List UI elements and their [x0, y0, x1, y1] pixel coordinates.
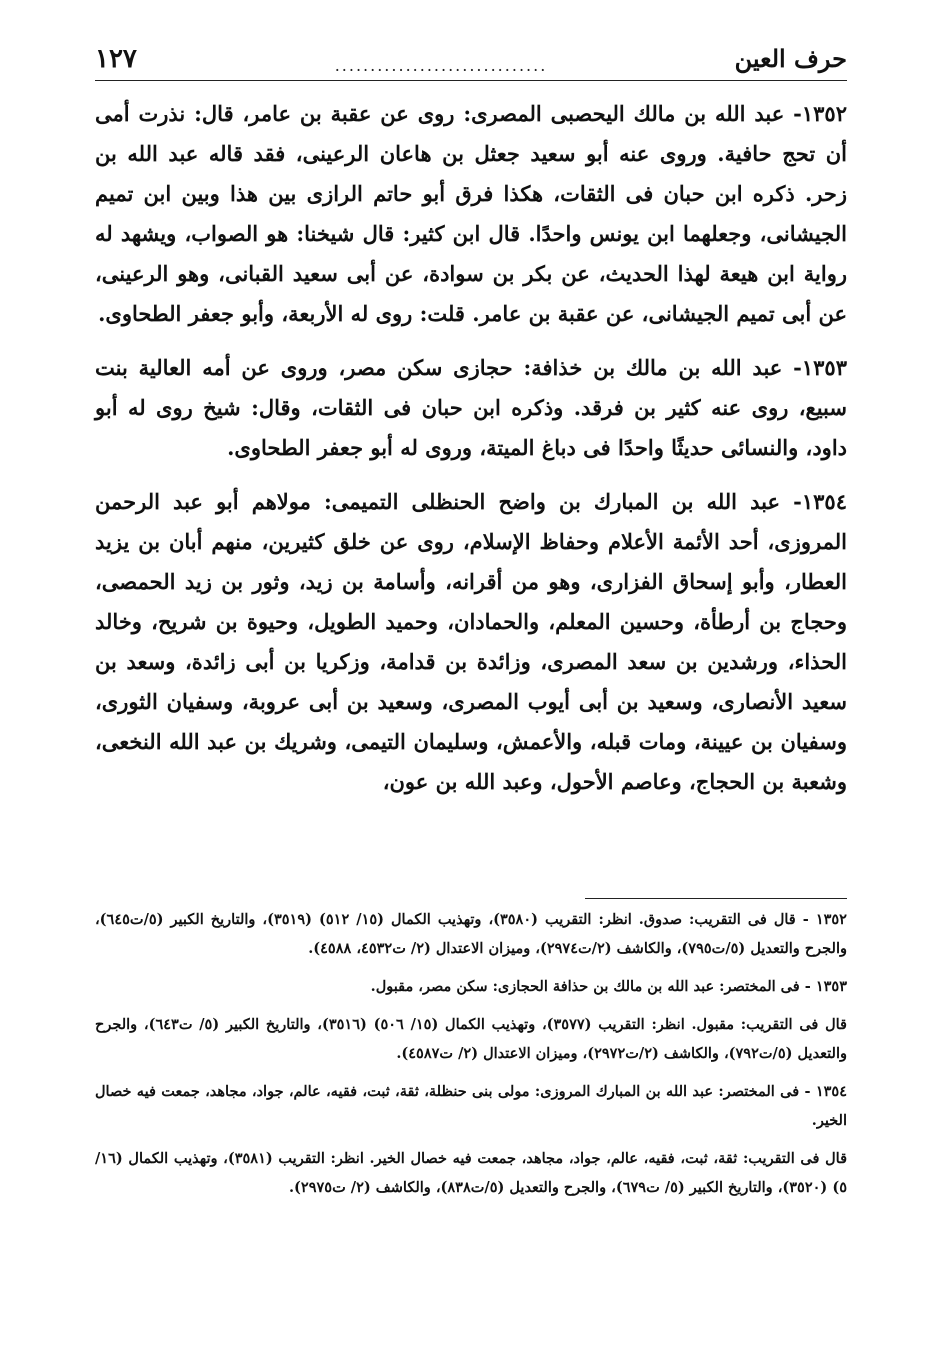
footnote-1353-taqrib — [95, 1010, 847, 1068]
footnote-1353 — [95, 972, 847, 1001]
leader-dots: .............................. — [334, 56, 548, 75]
footnote-text: قال فى التقريب: ثقة، ثبت، فقيه، عالم، جواد، مجاهد، جمعت فيه خصال الخير. انظر: التقريب (٣٥٨١)، وتهذيب الكمال (١٦/ ٥) (٣٥٢٠)، والتاريخ الكبير (٥/ ت٦٧٩)، والجرح والتعديل (٥/ت٨٣٨)، والكاشف (٢/ ت٢٩٧٥). — [95, 1150, 847, 1196]
entry-text: عبد الله بن مالك بن خذافة: حجازى سكن مصر، وروى عن أمه العالية بنت سبيع، روى عنه كثير بن فرقد. وذكره ابن حبان فى الثقات، وقال: شيخ روى له أبو داود، والنسائى حديثًا واحدًا فى دباغ الميتة، وروى له أبو جعفر الطحاوى. — [95, 355, 847, 460]
entry-number: ١٣٥٤- — [793, 489, 847, 514]
footnote-1354 — [95, 1077, 847, 1135]
footnote-text: قال فى التقريب: مقبول. انظر: التقريب (٣٥٧٧)، وتهذيب الكمال (١٥/ ٥٠٦) (٣٥١٦)، والتاريخ الكبير (٥/ ت٦٤٣)، والجرح والتعديل (٥/ت٧٩٢)، والكاشف (٢/ت٢٩٧٢)، وميزان الاعتدال (٢/ ت٤٥٨٧). — [95, 1016, 847, 1062]
entry-number: ١٣٥٣- — [793, 355, 847, 380]
entry-text: عبد الله بن المبارك بن واضح الحنظلى التميمى: مولاهم أبو عبد الرحمن المروزى، أحد الأئمة الأعلام وحفاظ الإسلام، روى عن خلق كثيرين، منهم أبان بن يزيد العطار، وأبو إسحاق الفزارى، وهو من أقرانه، وأسامة بن زيد، وثور بن زيد الحمصى، وحجاج بن أرطأة، وحسين المعلم، والحمادان، وحميد الطويل، وحيوة بن شريح، وخالد الحذاء، ورشدين بن سعد المصرى، وزائدة بن قدامة، وزكريا بن أبى زائدة، وسعد بن سعيد الأنصارى، وسعيد بن أبى أيوب المصرى، وسعيد بن أبى عروبة، وسفيان الثورى، وسفيان بن عيينة، ومات قبله، والأعمش، وسليمان التيمى، وشريك بن عبد الله النخعى، وشعبة بن الحجاج، وعاصم الأحول، وعبد الله بن عون، — [95, 489, 847, 794]
main-text — [95, 94, 847, 816]
entry-1354 — [95, 482, 847, 802]
footnote-divider — [585, 898, 847, 899]
entry-1353 — [95, 348, 847, 468]
footnote-text: فى المختصر: عبد الله بن مالك بن حذافة الحجازى: سكن مصر، مقبول. — [370, 978, 805, 995]
entry-text: عبد الله بن مالك اليحصبى المصرى: روى عن عقبة بن عامر، قال: نذرت أمى أن تحج حافية. وروى عنه أبو سعيد جعثل بن هاعان الرعينى، فقد قاله عبد الله بن زحر. ذكره ابن حبان فى الثقات، هكذا فرق أبو حاتم الرازى بين هذا وبين ابن تميم الجيشانى، وجعلهما ابن يونس واحدًا. قال ابن كثير: قال شيخنا: هو الصواب، ويشهد له رواية ابن هيعة لهذا الحديث، عن بكر بن سوادة، عن أبى سعيد القبانى، وهو الرعينى، عن أبى تميم الجيشانى، عن عقبة بن عامر. قلت: روى له الأربعة، وأبو جعفر الطحاوى. — [95, 101, 847, 326]
page-number: ١٢٧ — [95, 44, 137, 74]
footnotes — [95, 905, 847, 1211]
page-header — [95, 44, 847, 81]
entry-1352 — [95, 94, 847, 334]
footnote-text: فى المختصر: عبد الله بن المبارك المروزى: مولى بنى حنظلة، ثقة، ثبت، فقيه، عالم، جواد، مجاهد، جمعت فيه خصال الخير. — [95, 1083, 847, 1129]
running-title: حرف العين — [734, 44, 847, 73]
entry-number: ١٣٥٢- — [793, 101, 847, 126]
footnote-1352 — [95, 905, 847, 963]
footnote-number: ١٣٥٣ - — [804, 978, 847, 995]
footnote-text: قال فى التقريب: صدوق. انظر: التقريب (٣٥٨٠)، وتهذيب الكمال (١٥/ ٥١٢) (٣٥١٩)، والتاريخ الكبير (٥/ت٦٤٥)، والجرح والتعديل (٥/ت٧٩٥)، والكاشف (٢/ت٢٩٧٤)، وميزان الاعتدال (٢/ ت٤٥٣٢، ٤٥٨٨). — [95, 911, 847, 957]
footnote-number: ١٣٥٤ - — [804, 1083, 847, 1100]
footnote-number: ١٣٥٢ - — [802, 911, 847, 928]
footnote-1354-taqrib — [95, 1144, 847, 1202]
